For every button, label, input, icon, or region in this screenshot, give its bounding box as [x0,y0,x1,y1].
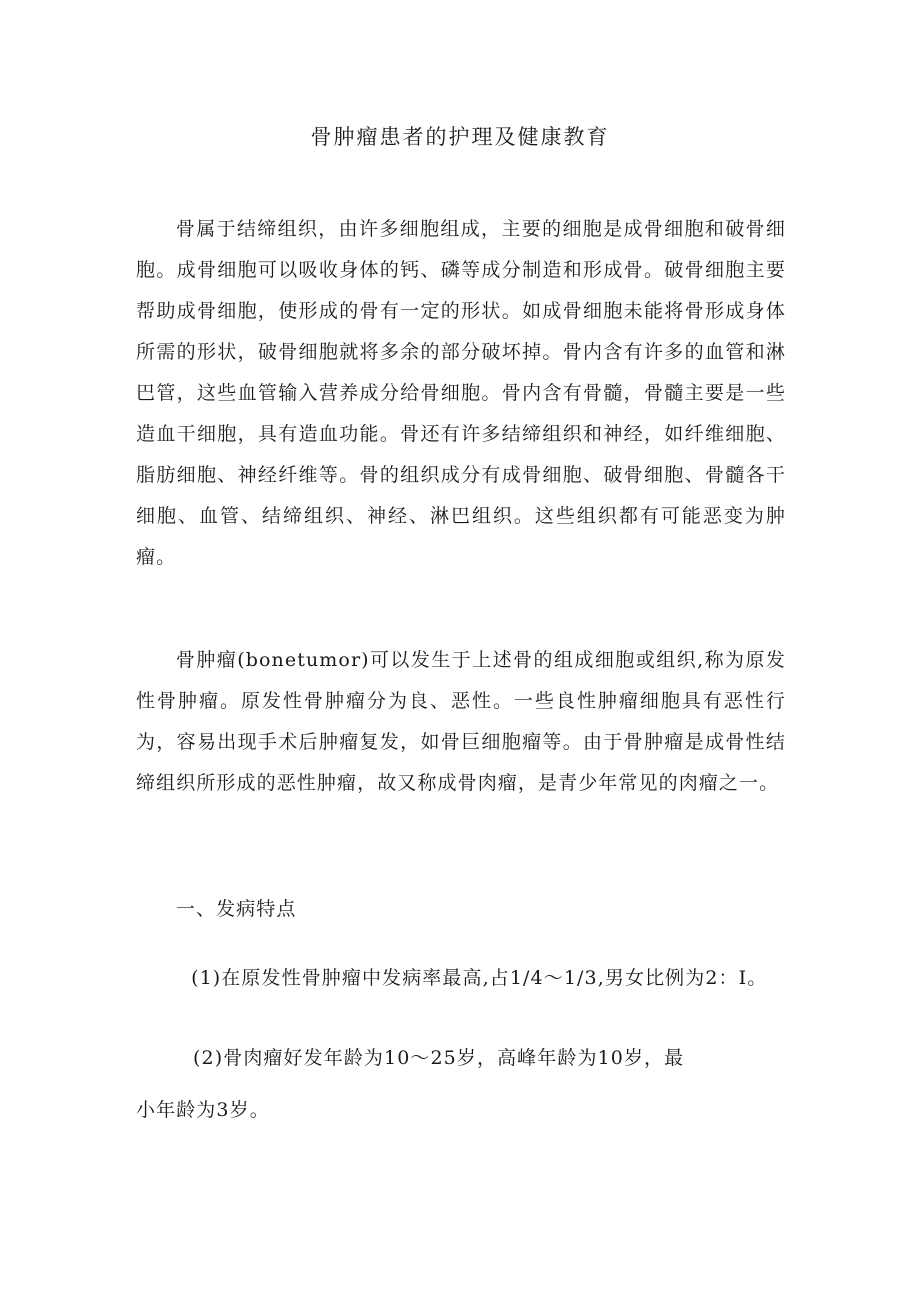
paragraph-bone-structure: 骨属于结缔组织，由许多细胞组成，主要的细胞是成骨细胞和破骨细胞。成骨细胞可以吸收身体的钙、磷等成分制造和形成骨。破骨细胞主要帮助成骨细胞，使形成的骨有一定的形状。如成骨细胞未能将骨形成身体所需的形状，破骨细胞就将多余的部分破坏掉。骨内含有许多的血管和淋巴管，这些血管输入营养成分给骨细胞。骨内含有骨髓，骨髓主要是一些造血干细胞，具有造血功能。骨还有许多结缔组织和神经，如纤维细胞、脂肪细胞、神经纤维等。骨的组织成分有成骨细胞、破骨细胞、骨髓各干细胞、血管、结缔组织、神经、淋巴组织。这些组织都有可能恶变为肿瘤。 [136,218,786,568]
document-title: 骨肿瘤患者的护理及健康教育 [310,125,610,149]
list-item-age-range-continued: 小年龄为3岁。 [136,1099,270,1121]
paragraph-bone-tumor-definition: 骨肿瘤(bonetumor)可以发生于上述骨的组成细胞或组织,称为原发性骨肿瘤。原发性骨肿瘤分为良、恶性。一些良性肿瘤细胞具有恶性行为，容易出现手术后肿瘤复发，如骨巨细胞瘤等。由于骨肿瘤是成骨性结缔组织所形成的恶性肿瘤，故又称成骨肉瘤，是青少年常见的肉瘤之一。 [136,649,786,794]
list-item-age-range: (2)骨肉瘤好发年龄为10～25岁，高峰年龄为10岁，最 [193,1047,685,1069]
section-heading-incidence: 一、发病特点 [175,898,297,920]
list-item-incidence-rate: (1)在原发性骨肿瘤中发病率最高,占1/4～1/3,男女比例为2：I。 [191,967,768,989]
